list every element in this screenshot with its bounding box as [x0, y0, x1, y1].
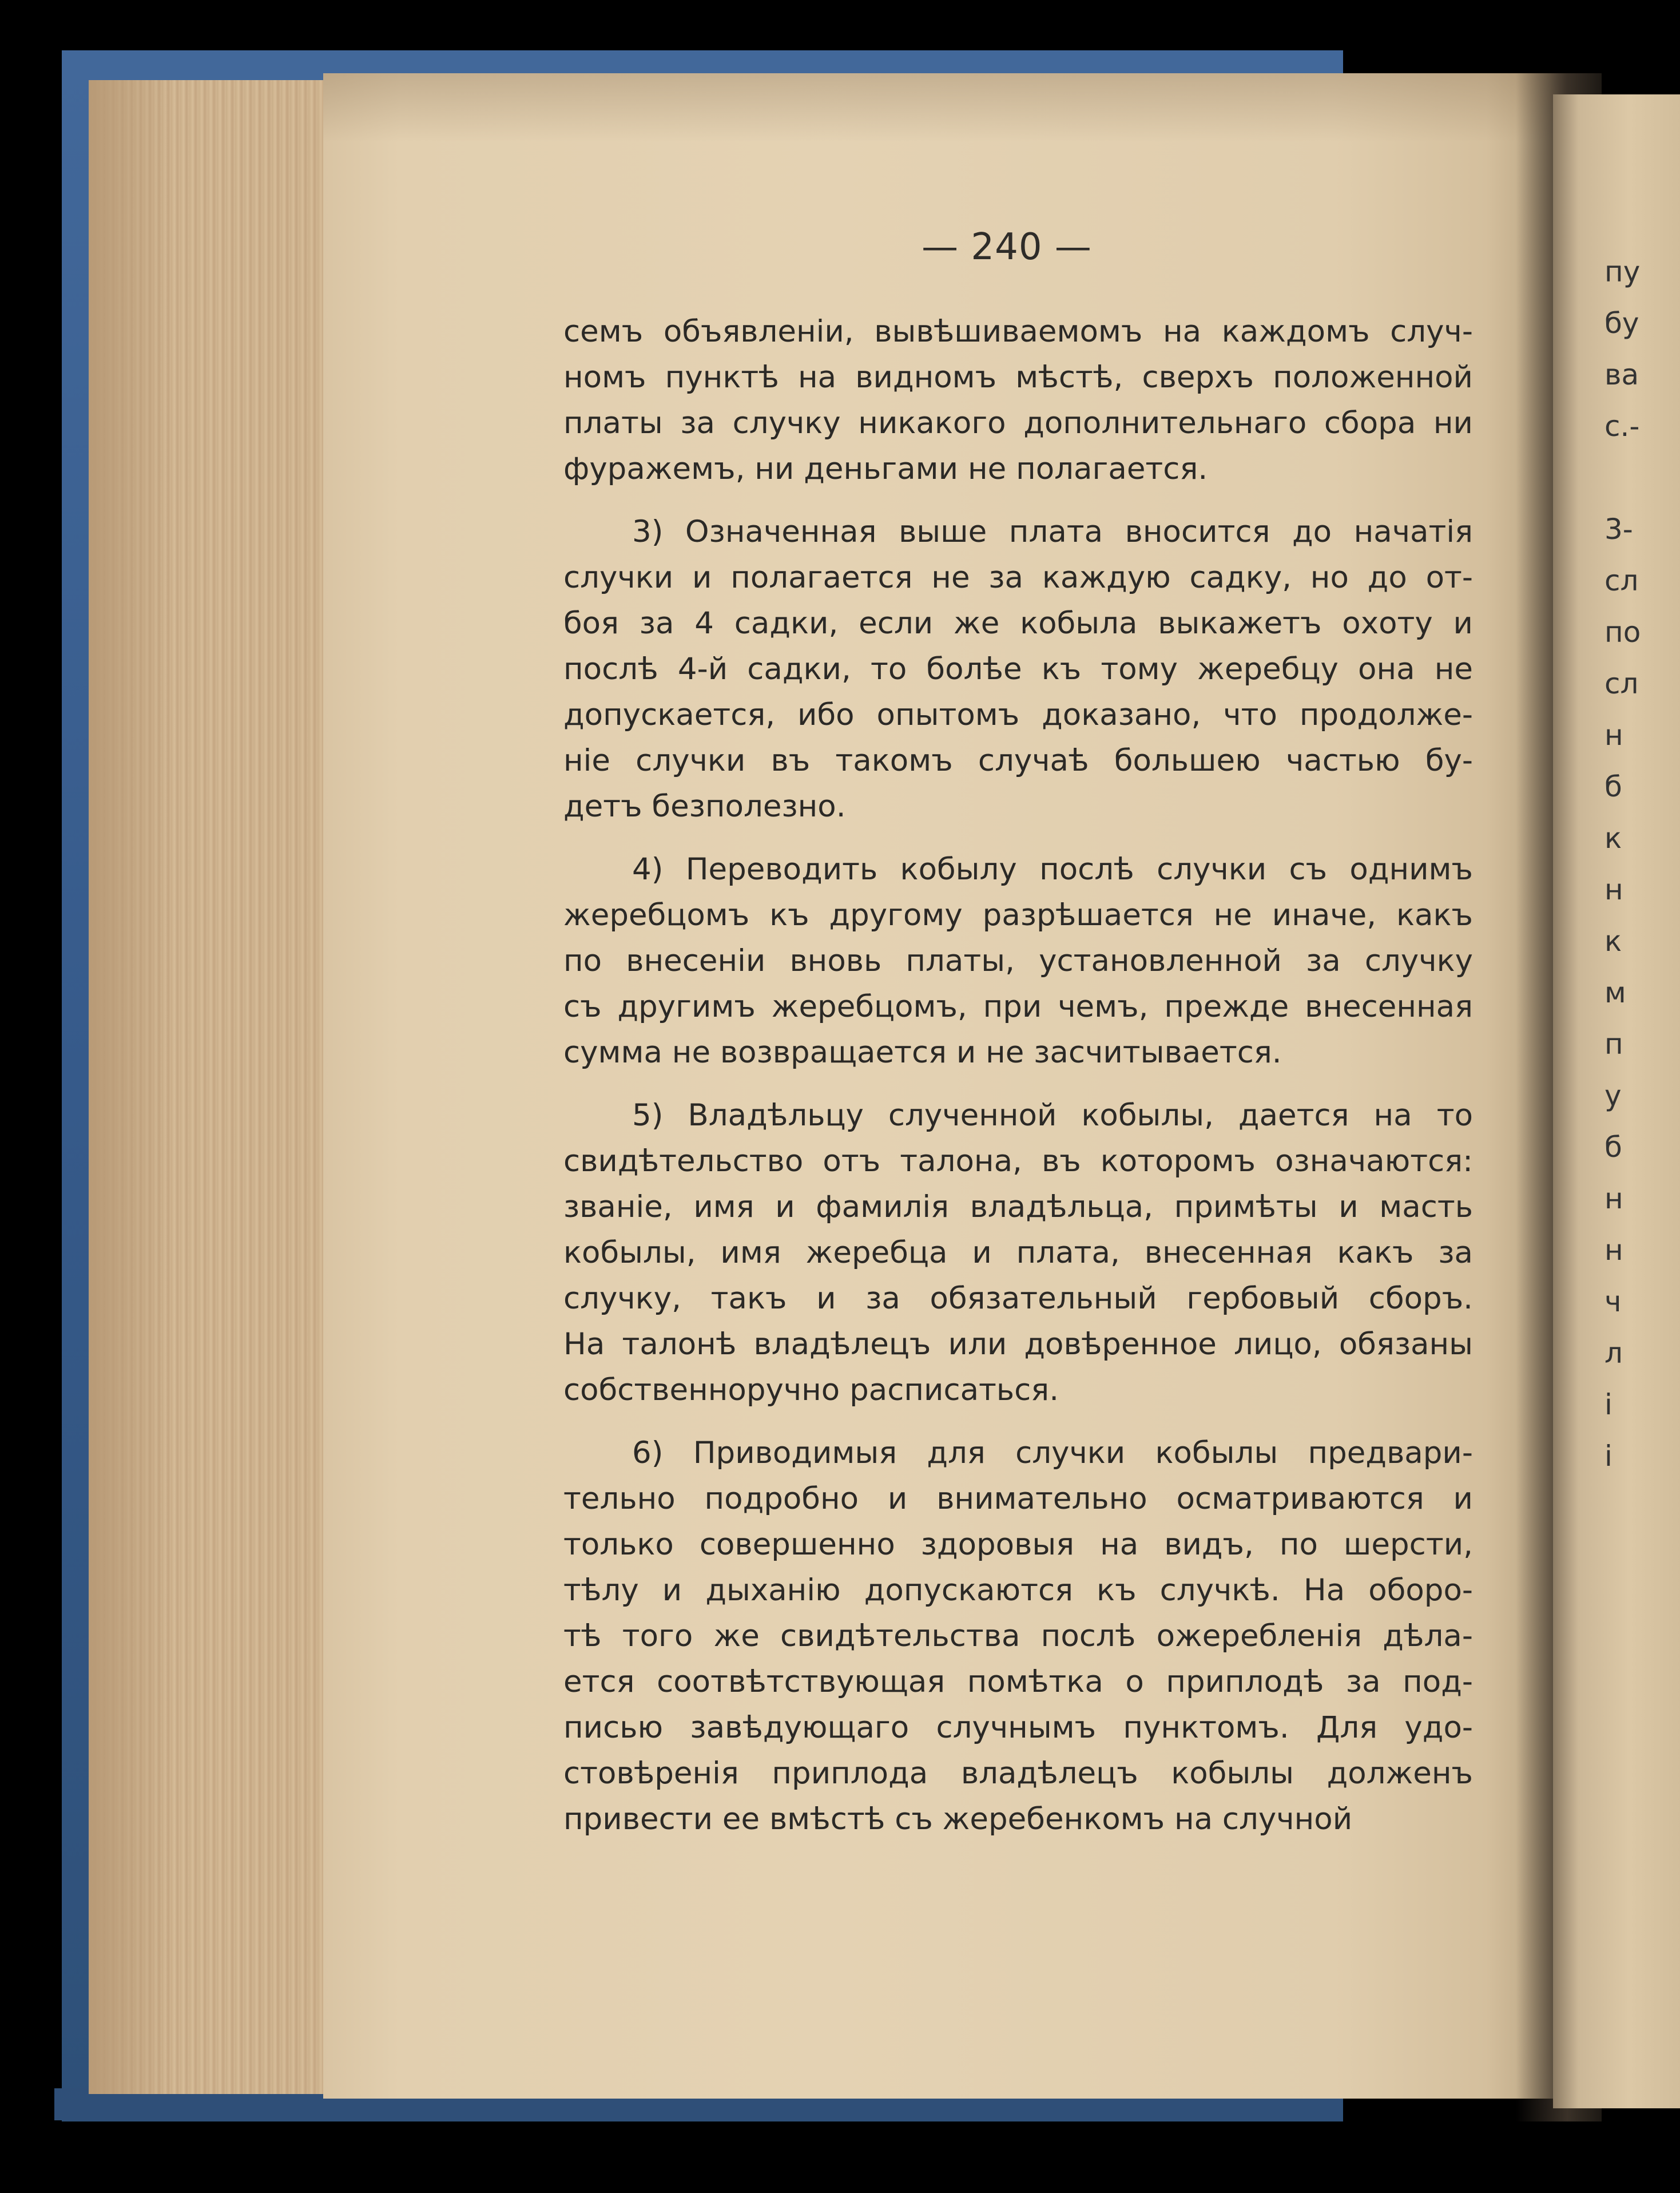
text-line: допускается, ибо опытомъ доказано, что продолже- — [563, 697, 1473, 732]
text-line: собственноручно расписаться. — [563, 1373, 1059, 1407]
text-line: привести ее вмѣстѣ съ жеребенкомъ на случной — [563, 1802, 1353, 1837]
text-line: ніе случки въ такомъ случаѣ большею частью бу- — [563, 743, 1473, 778]
text-line: писью завѣдующаго случнымъ пунктомъ. Для удо- — [563, 1710, 1473, 1745]
right-page-text-fragment: ч — [1604, 1285, 1622, 1318]
right-page-text-fragment: 3- — [1604, 513, 1633, 546]
text-line: ется соотвѣтствующая помѣтка о приплодѣ за под- — [563, 1664, 1473, 1699]
right-page-text-fragment: н — [1604, 1182, 1623, 1215]
right-page-text-fragment: с.- — [1604, 410, 1640, 443]
text-line: званіе, имя и фамилія владѣльца, примѣты и масть — [563, 1189, 1473, 1224]
right-page-text-fragment: сл — [1604, 564, 1639, 597]
paragraph — [563, 309, 1473, 492]
right-page-text-fragment: бу — [1604, 307, 1639, 340]
text-line: жеребцомъ къ другому разрѣшается не иначе, какъ — [563, 898, 1473, 933]
text-line: платы за случку никакого дополнительнаго сбора ни — [563, 406, 1473, 441]
text-line: съ другимъ жеребцомъ, при чемъ, прежде внесенная — [563, 989, 1473, 1024]
page-top-shadow — [323, 73, 1587, 142]
right-page-text-fragment: к — [1604, 925, 1622, 958]
text-line: фуражемъ, ни деньгами не полагается. — [563, 451, 1208, 486]
text-line: 5) Владѣльцу слученной кобылы, дается на то — [632, 1098, 1473, 1133]
page-edges-shadow — [89, 80, 174, 2094]
text-line: стовѣренія приплода владѣлецъ кобылы долженъ — [563, 1756, 1473, 1791]
text-line: детъ безполезно. — [563, 789, 846, 824]
text-line: боя за 4 садки, если же кобыла выкажетъ охоту и — [563, 606, 1473, 641]
right-page-text-fragment: н — [1604, 719, 1623, 752]
right-page-text-fragment: сл — [1604, 667, 1639, 700]
text-line: кобылы, имя жеребца и плата, внесенная какъ за — [563, 1235, 1473, 1270]
paragraph — [563, 1430, 1473, 1842]
right-page-text-fragment: к — [1604, 822, 1622, 855]
right-page-text-fragment: по — [1604, 616, 1641, 649]
right-page-edge — [1553, 94, 1680, 2108]
right-page-text-fragment: і — [1604, 1388, 1613, 1421]
right-page-text-fragment: л — [1604, 1337, 1623, 1370]
page-number: — 240 — — [922, 226, 1092, 268]
right-page-text-fragment: н — [1604, 1234, 1623, 1267]
right-page-text-fragment: у — [1604, 1079, 1622, 1112]
text-line: случки и полагается не за каждую садку, но до от- — [563, 560, 1473, 595]
text-line: 4) Переводить кобылу послѣ случки съ однимъ — [632, 852, 1473, 887]
paragraph — [563, 1093, 1473, 1413]
text-line: случку, такъ и за обязательный гербовый сборъ. — [563, 1281, 1473, 1316]
text-line: только совершенно здоровыя на видъ, по шерсти, — [563, 1527, 1473, 1562]
text-line: послѣ 4-й садки, то болѣе къ тому жеребцу она не — [563, 652, 1473, 687]
right-page-text-fragment: п — [1604, 1028, 1623, 1061]
right-page-text-fragment: б — [1604, 770, 1622, 803]
text-line: 6) Приводимыя для случки кобылы предвари- — [632, 1435, 1473, 1470]
right-page-text-fragment: н — [1604, 873, 1623, 906]
text-line: по внесеніи вновь платы, установленной за случку — [563, 943, 1473, 978]
text-line: тельно подробно и внимательно осматриваются и — [563, 1481, 1473, 1516]
text-line: свидѣтельство отъ талона, въ которомъ означаются: — [563, 1144, 1473, 1179]
right-page-text-fragment: ва — [1604, 358, 1639, 391]
text-line: номъ пунктѣ на видномъ мѣстѣ, сверхъ положенной — [563, 360, 1473, 395]
right-page-text-fragment: м — [1604, 976, 1626, 1009]
text-line: семъ объявленіи, вывѣшиваемомъ на каждомъ случ- — [563, 314, 1473, 349]
paragraph — [563, 509, 1473, 830]
paragraph — [563, 847, 1473, 1076]
right-page-text-fragment: б — [1604, 1131, 1622, 1164]
text-line: тѣ того же свидѣтельства послѣ ожеребленія дѣла- — [563, 1619, 1473, 1653]
text-line: сумма не возвращается и не засчитывается. — [563, 1035, 1282, 1070]
right-page-text-fragment: і — [1604, 1439, 1613, 1473]
text-line: тѣлу и дыханію допускаются къ случкѣ. На оборо- — [563, 1573, 1473, 1608]
text-line: На талонѣ владѣлецъ или довѣренное лицо, обязаны — [563, 1327, 1473, 1362]
right-page-text-fragment: пу — [1604, 255, 1641, 288]
page-text — [563, 309, 1473, 1859]
text-line: 3) Означенная выше плата вносится до начатія — [632, 514, 1473, 549]
